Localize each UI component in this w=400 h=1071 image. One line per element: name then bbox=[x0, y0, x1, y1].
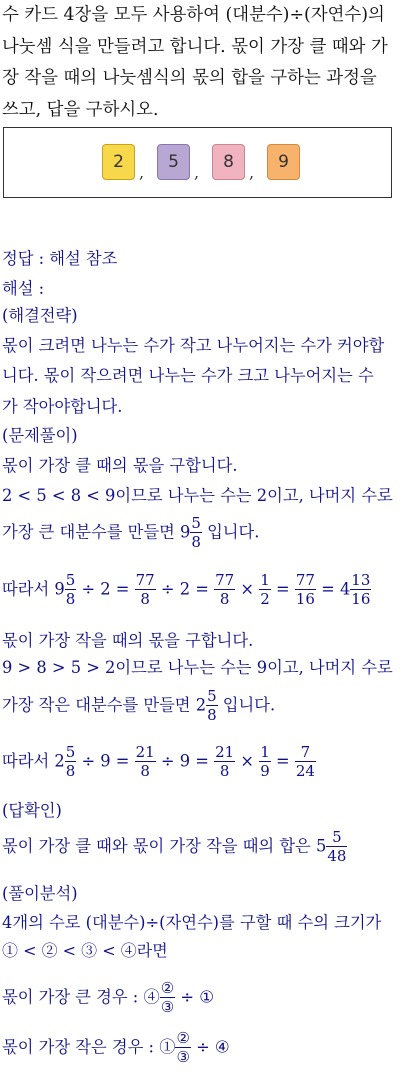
mixed-whole: 9 bbox=[179, 522, 191, 542]
max-calculation: 따라서 9 $\frac{5}{8}$ ÷ 2 = $\frac{77}{8}$ ÷ 2 = $\frac{77}{8}$ × $\frac{1}{2}$ = $\frac{77}{16}$ = 4 $\frac{13}{16}$ bbox=[2, 571, 371, 608]
number-cards bbox=[102, 144, 300, 180]
fraction: $\frac{\text{②}}{\text{③}}$ bbox=[176, 1029, 190, 1066]
question-line: 쓰고, 답을 구하시오. bbox=[2, 99, 159, 120]
min-case-line: 몫이 가장 작은 경우 : ① $\frac{\text{②}}{\text{③}}$ ÷ ④ bbox=[2, 1029, 230, 1066]
number-card-2: 2 bbox=[102, 144, 135, 180]
max-order: 2 < 5 < 8 < 9이므로 나누는 수는 2이고, 나머지 수로 bbox=[2, 486, 393, 505]
strategy-line: 가 작아야합니다. bbox=[2, 397, 123, 416]
card-separator: , bbox=[139, 163, 145, 182]
number-card-8: 8 bbox=[212, 144, 245, 180]
question-text bbox=[2, 0, 398, 126]
explanation-label: 해설 : bbox=[2, 279, 45, 298]
card-separator: , bbox=[249, 163, 255, 182]
fraction: $\frac{77}{16}$ bbox=[295, 571, 315, 608]
max-case-line: 몫이 가장 큰 경우 : ④ $\frac{\text{②}}{\text{③}}$ ÷ ① bbox=[2, 979, 214, 1016]
number-card-9: 9 bbox=[267, 144, 300, 180]
max-make-pre: 가장 큰 대분수를 만들면 bbox=[2, 522, 180, 542]
min-calculation: 따라서 2 $\frac{5}{8}$ ÷ 9 = $\frac{21}{8}$ ÷ 9 = $\frac{21}{8}$ × $\frac{1}{9}$ = $\frac{7}{24}$ bbox=[2, 743, 315, 780]
fraction: $\frac{21}{8}$ bbox=[135, 743, 155, 780]
fraction: $\frac{13}{16}$ bbox=[351, 571, 371, 608]
number-card-box bbox=[3, 127, 392, 198]
number-card-5: 5 bbox=[157, 144, 190, 180]
fraction: $\frac{77}{8}$ bbox=[215, 571, 235, 608]
analysis-line: 4개의 수로 (대분수)÷(자연수)를 구할 때 수의 크기가 bbox=[2, 913, 382, 932]
answer-line: 정답 : 해설 참조 bbox=[2, 249, 118, 268]
strategy-line: 니다. 몫이 작으려면 나누는 수가 크고 나누어지는 수 bbox=[2, 366, 374, 385]
analysis-header: (풀이분석) bbox=[2, 884, 78, 903]
max-intro: 몫이 가장 클 때의 몫을 구합니다. bbox=[2, 456, 238, 475]
fraction: $\frac{21}{8}$ bbox=[215, 743, 235, 780]
check-header: (답확인) bbox=[2, 801, 62, 820]
min-make-line: 가장 작은 대분수를 만들면 2 $\frac{5}{8}$ 입니다. bbox=[2, 687, 276, 724]
question-line: 장 작을 때의 나눗셈식의 몫의 합을 구하는 과정을 bbox=[2, 68, 377, 88]
question-line: 수 카드 4장을 모두 사용하여 (대분수)÷(자연수)의 bbox=[2, 5, 385, 25]
fraction: $\frac{77}{8}$ bbox=[135, 571, 155, 608]
sum-line: 몫이 가장 클 때와 몫이 가장 작을 때의 합은 5 $\frac{5}{48}$ bbox=[2, 828, 347, 865]
max-make-post: 입니다. bbox=[201, 522, 260, 542]
strategy-line: 몫이 크려면 나누는 수가 작고 나누어지는 수가 커야합 bbox=[2, 336, 385, 355]
strategy-header: (해결전략) bbox=[2, 306, 78, 325]
min-intro: 몫이 가장 작을 때의 몫을 구합니다. bbox=[2, 631, 254, 650]
card-separator: , bbox=[194, 163, 200, 182]
fraction: $\frac{7}{24}$ bbox=[295, 743, 315, 780]
problem-header: (문제풀이) bbox=[2, 426, 78, 445]
analysis-line: ① < ② < ③ < ④라면 bbox=[2, 941, 168, 960]
fraction: $\frac{5}{8}$ bbox=[207, 687, 217, 724]
fraction: $\frac{5}{8}$ bbox=[65, 743, 76, 780]
fraction: $\frac{5}{48}$ bbox=[327, 828, 347, 865]
fraction: $\frac{1}{2}$ bbox=[260, 571, 270, 608]
question-line: 나눗셈 식을 만들려고 합니다. 몫이 가장 클 때와 가 bbox=[2, 36, 388, 57]
fraction: $\frac{5}{8}$ bbox=[65, 571, 76, 608]
fraction: $\frac{\text{②}}{\text{③}}$ bbox=[160, 979, 175, 1016]
fraction: $\frac{5}{8}$ bbox=[191, 514, 201, 551]
mixed-whole: 2 bbox=[195, 695, 207, 715]
min-order: 9 > 8 > 5 > 2이므로 나누는 수는 9이고, 나머지 수로 bbox=[2, 658, 393, 677]
max-make-line bbox=[2, 516, 259, 550]
fraction: $\frac{1}{9}$ bbox=[260, 743, 270, 780]
